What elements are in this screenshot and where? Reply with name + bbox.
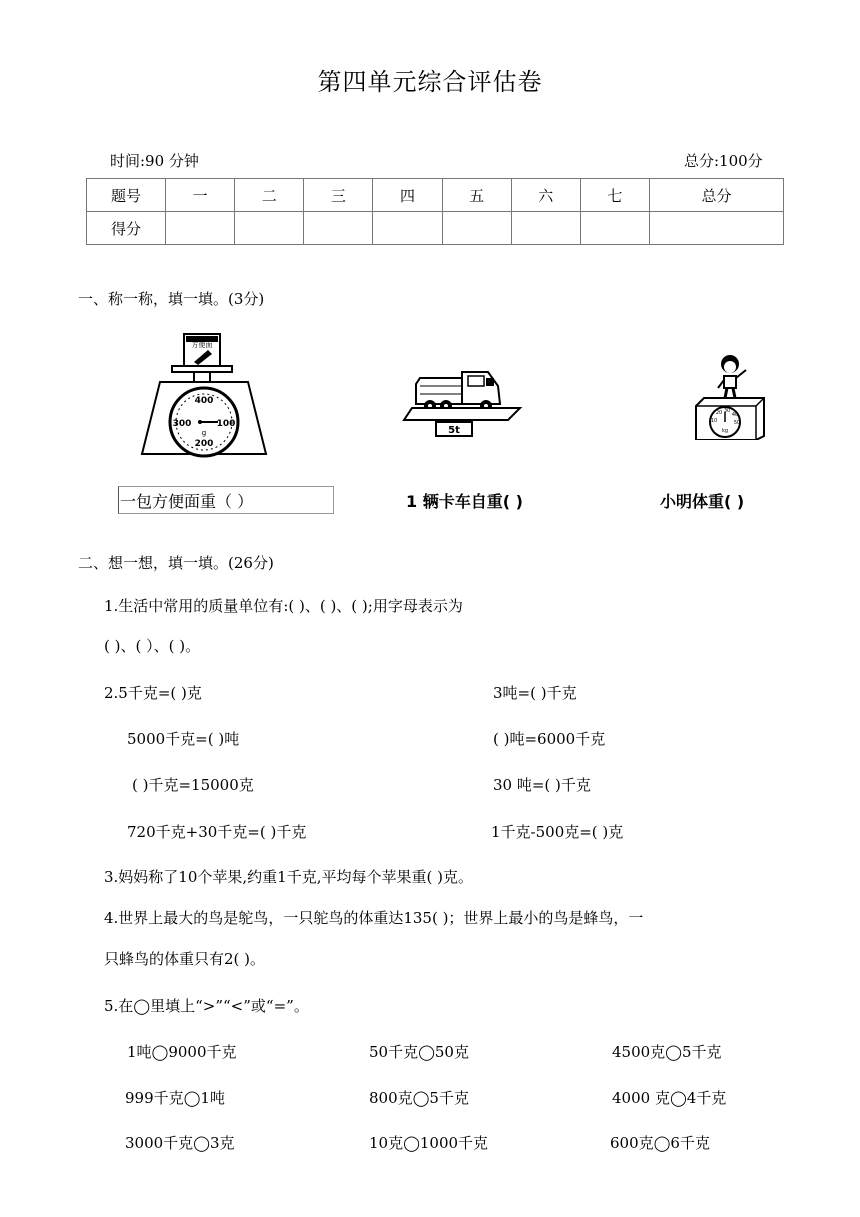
question-5-heading: 5.在◯里填上“>”“<”或“=”。 (104, 997, 309, 1015)
header-cell: 二 (235, 179, 304, 212)
compare-item: 50千克◯50克 (369, 1043, 469, 1061)
svg-text:30: 30 (723, 408, 731, 414)
header-cell: 题号 (87, 179, 166, 212)
header-cell: 五 (442, 179, 511, 212)
truck-scale-figure (402, 364, 526, 438)
caption-noodle: 一包方便面重（ ） (120, 492, 254, 511)
svg-text:100: 100 (216, 419, 236, 429)
question-2-item: 1千克-500克=( )克 (491, 823, 624, 841)
score-table-header-row (87, 179, 784, 212)
compare-item: 800克◯5千克 (369, 1089, 469, 1107)
compare-item: 4000 克◯4千克 (612, 1089, 727, 1107)
score-table (86, 178, 784, 245)
caption-truck: 1 辆卡车自重( ) (406, 492, 523, 511)
question-1-line-2: ( )、( ）、( )。 (104, 637, 201, 655)
caption-boy: 小明体重( ) (660, 492, 745, 511)
boy-scale-figure (694, 352, 770, 440)
score-cell[interactable] (166, 212, 235, 245)
svg-text:300: 300 (172, 419, 192, 429)
score-cell[interactable] (235, 212, 304, 245)
score-cell[interactable] (373, 212, 442, 245)
question-4-line-1: 4.世界上最大的鸟是鸵鸟，一只鸵鸟的体重达135( )；世界上最小的鸟是蜂鸟，一 (104, 909, 644, 927)
compare-item: 1吨◯9000千克 (127, 1043, 237, 1061)
svg-text:40: 40 (731, 412, 739, 418)
svg-text:kg: kg (721, 428, 729, 434)
score-row-label: 得分 (87, 212, 166, 245)
svg-text:400: 400 (194, 396, 214, 406)
score-cell[interactable] (580, 212, 649, 245)
header-cell: 四 (373, 179, 442, 212)
header-cell: 六 (511, 179, 580, 212)
compare-item: 4500克◯5千克 (612, 1043, 722, 1061)
question-3: 3.妈妈称了10个苹果,约重1千克,平均每个苹果重( )克。 (104, 868, 473, 886)
question-2-item: 2.5千克=( )克 (104, 684, 202, 702)
question-2-item: 5000千克=( )吨 (127, 730, 240, 748)
question-2-item: ( )千克=15000克 (132, 776, 254, 794)
question-4-line-2: 只蜂鸟的体重只有2( )。 (104, 950, 266, 968)
compare-item: 10克◯1000千克 (369, 1134, 489, 1152)
time-label: 时间:90 分钟 (110, 152, 199, 170)
truck-bed-icon (416, 378, 462, 404)
svg-text:g: g (201, 429, 207, 437)
compare-item: 600克◯6千克 (610, 1134, 710, 1152)
svg-text:20: 20 (715, 410, 723, 416)
svg-text:5t: 5t (448, 425, 460, 436)
question-1-line-1: 1.生活中常用的质量单位有:( )、( )、( );用字母表示为 (104, 597, 463, 615)
kitchen-scale-figure (138, 332, 270, 458)
section-2-heading: 二、想一想，填一填。(26分) (78, 554, 274, 572)
compare-item: 3000千克◯3克 (125, 1134, 235, 1152)
svg-text:200: 200 (194, 439, 214, 449)
score-table-score-row (87, 212, 784, 245)
question-2-item: 720千克+30千克=( )千克 (127, 823, 307, 841)
svg-text:10: 10 (710, 418, 718, 424)
total-score-label: 总分:100分 (684, 152, 763, 170)
question-2-item: ( )吨=6000千克 (493, 730, 606, 748)
compare-item: 999千克◯1吨 (125, 1089, 225, 1107)
section-1-heading: 一、称一称，填一填。(3分) (78, 290, 265, 308)
pack-label: 方便面 (191, 341, 213, 349)
header-cell: 总分 (649, 179, 783, 212)
svg-text:50: 50 (733, 420, 741, 426)
score-cell[interactable] (442, 212, 511, 245)
page-title: 第四单元综合评估卷 (317, 68, 543, 96)
scale-platform (404, 408, 520, 420)
header-cell: 七 (580, 179, 649, 212)
score-cell[interactable] (649, 212, 783, 245)
score-cell[interactable] (511, 212, 580, 245)
question-2-item: 30 吨=( )千克 (493, 776, 591, 794)
score-cell[interactable] (304, 212, 373, 245)
question-2-item: 3吨=( )千克 (493, 684, 577, 702)
header-cell: 三 (304, 179, 373, 212)
header-cell: 一 (166, 179, 235, 212)
